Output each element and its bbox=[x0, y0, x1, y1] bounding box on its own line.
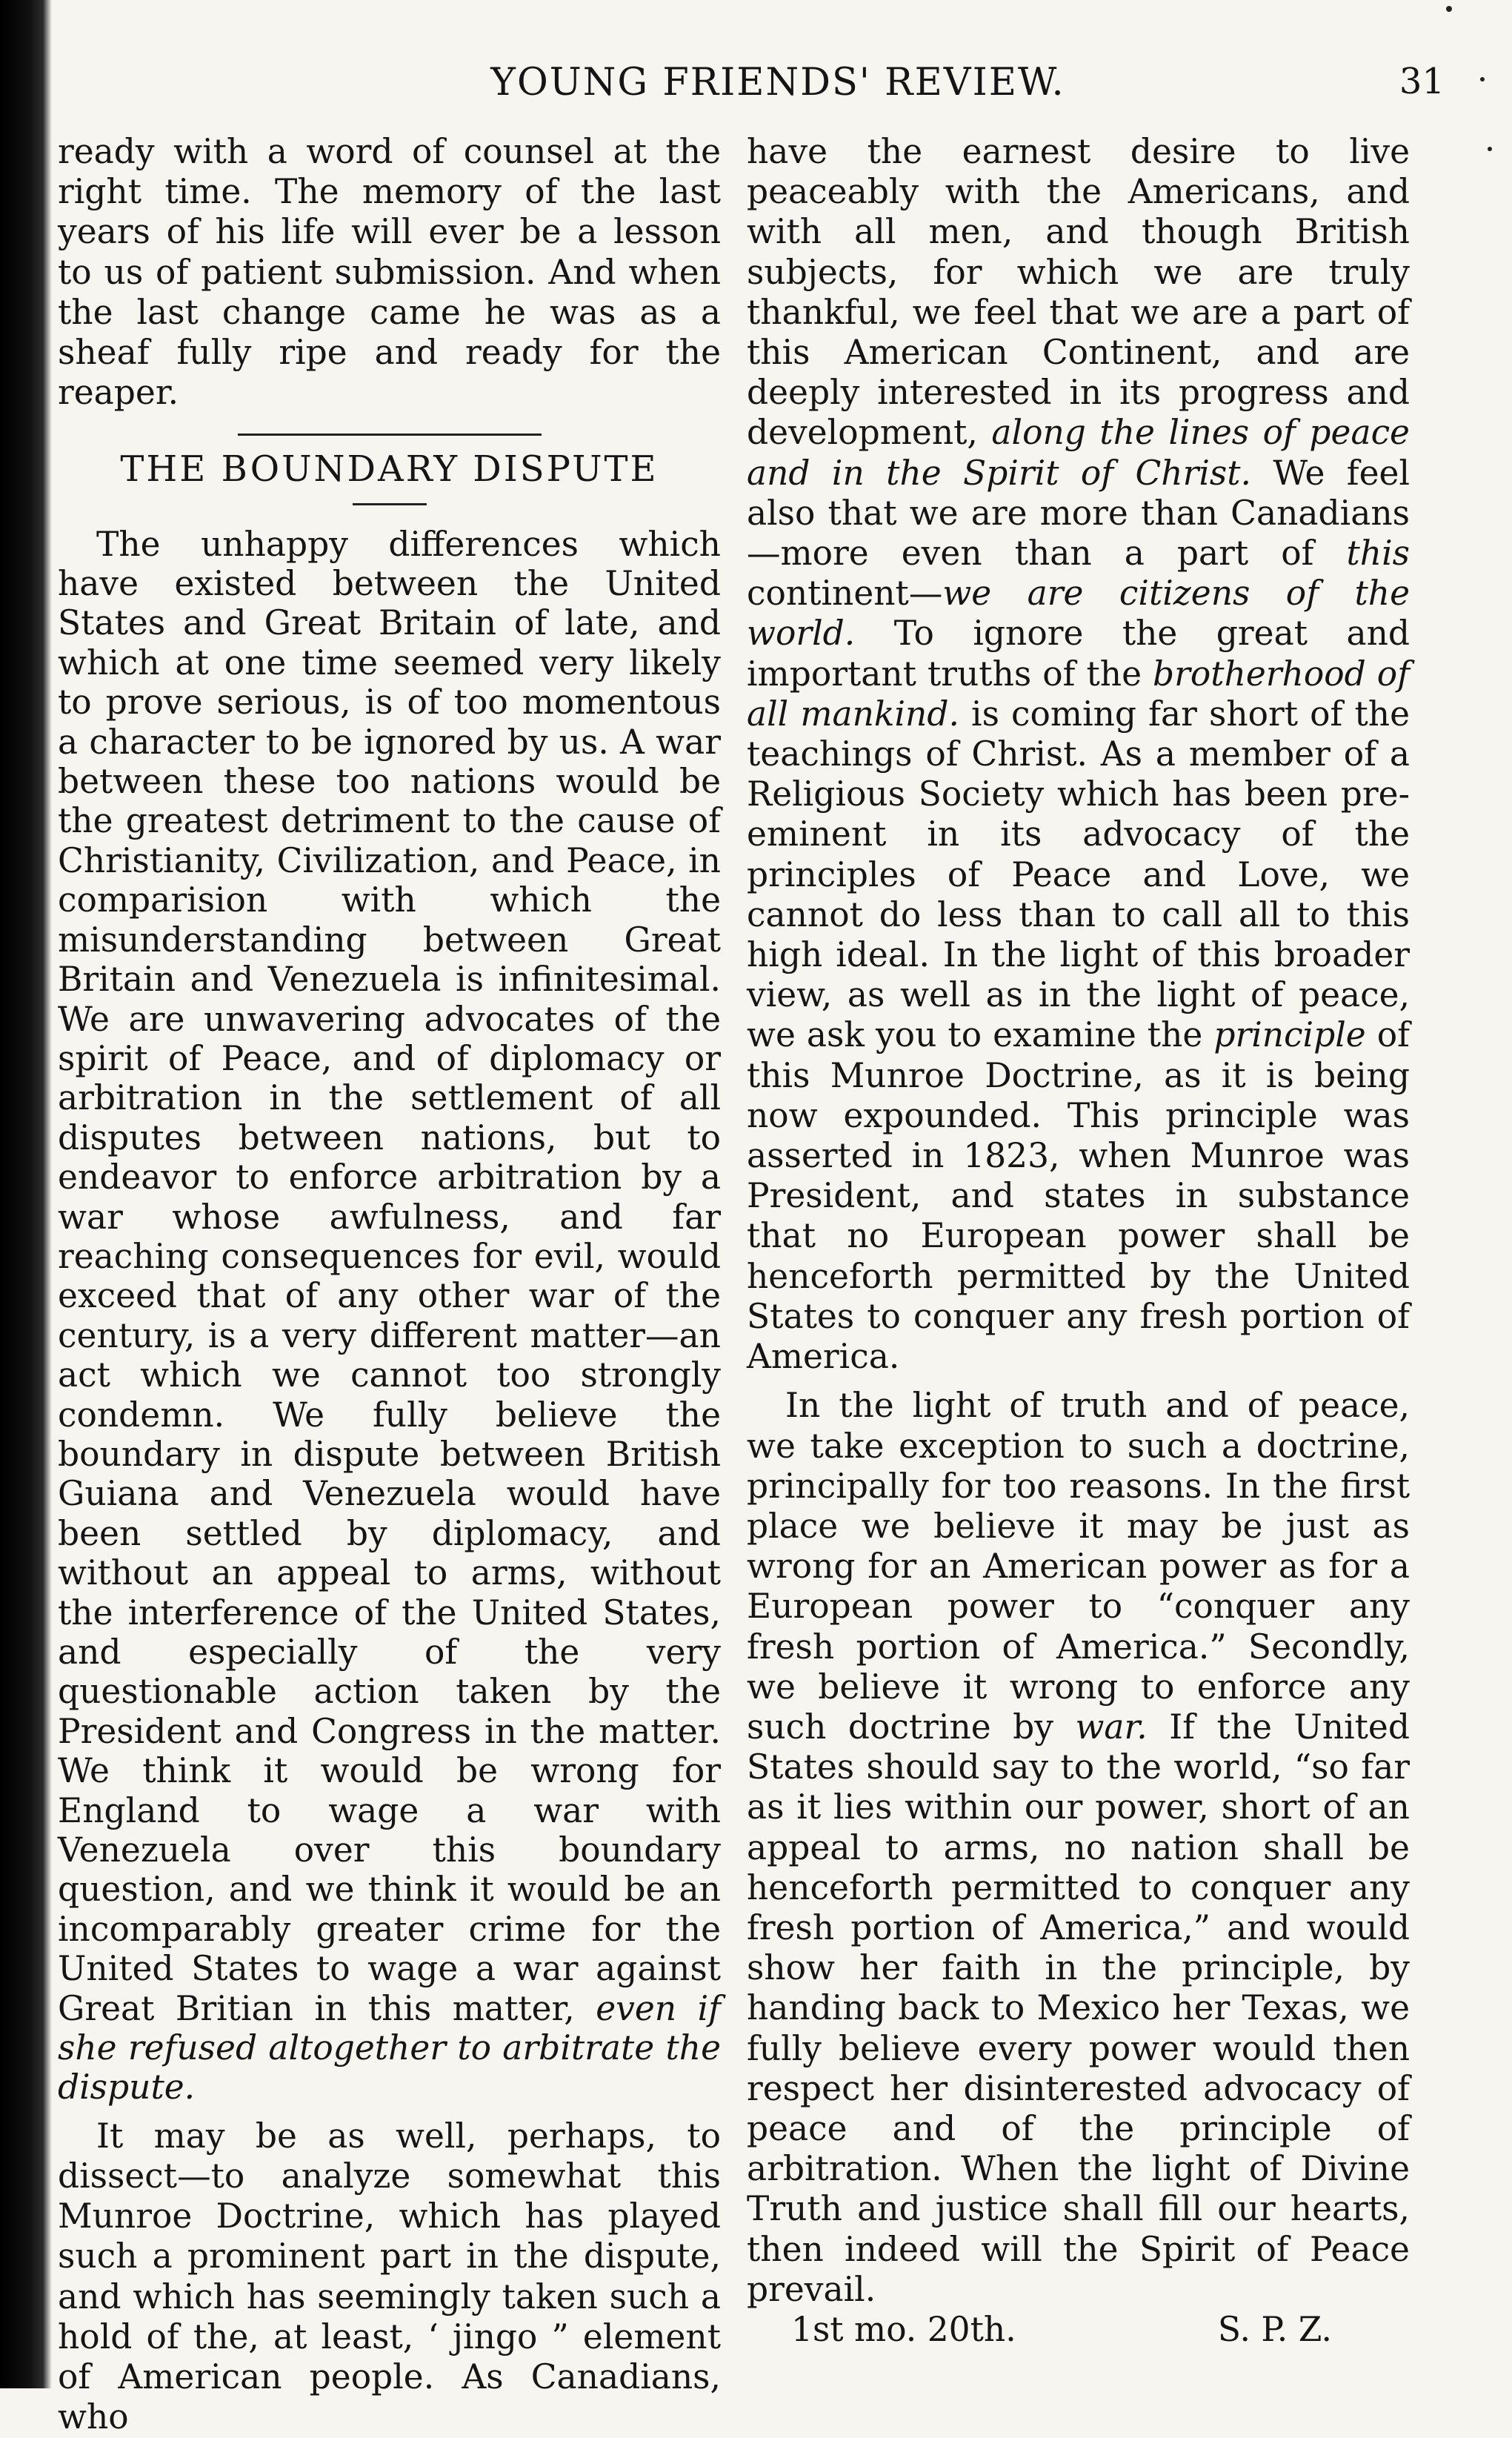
paragraph-italic: this bbox=[1346, 534, 1410, 574]
book-binding-edge bbox=[0, 0, 52, 2388]
paragraph-text: have the earnest desire to live peaceably with the Americans, and with all men, and though British subjects, for which we are truly thankful, we feel that we are a part of this American Continent, and are deeply interested in its progress and development, bbox=[747, 132, 1410, 453]
paragraph-boundary-dispute bbox=[58, 525, 721, 2107]
right-column bbox=[747, 132, 1411, 2349]
paragraph-text: continent— bbox=[747, 574, 943, 614]
paragraph-italic: war. bbox=[1075, 1707, 1148, 1747]
section-title: THE BOUNDARY DISPUTE bbox=[120, 448, 659, 491]
paragraph-obituary-end: ready with a word of counsel at the right time. The memory of the last years of his life will ever be a lesson to us of patient submission. And when the last change came he was as a sheaf fully ripe and ready for the reaper. bbox=[58, 132, 721, 413]
paragraph-text: To ignore the great and important truths of the bbox=[747, 614, 1411, 694]
section-rule-short bbox=[353, 503, 427, 505]
paragraph-italic: even if she refused altogether to arbitrate the dispute. bbox=[58, 1988, 721, 2107]
page-number: 31 bbox=[1399, 61, 1445, 102]
left-column bbox=[58, 132, 721, 2437]
paragraph-text: If the United States should say to the world, “so far as it lies within our power, short of an appeal to arms, no nation shall be henceforth permitted to conquer any fresh portion of America,” and would show her faith in the principle, by handing back to Mexico her Texas, we fully believe every power would then respect her disinterested advocacy of peace and of the principle of arbitration. When the light of Divine Truth and justice shall fill our hearts, then indeed will the Spirit of Peace prevail. bbox=[747, 1707, 1410, 2309]
paragraph-text: is coming far short of the teachings of Christ. As a member of a Religious Society which has been pre-eminent in its advocacy of the principles of Peace and Love, we cannot do less than to call all to this high ideal. In the light of this broader view, as well as in the light of peace, we ask you to examine the bbox=[747, 694, 1410, 1055]
paragraph-text: We feel also that we are more than Canadians—more even than a part of bbox=[747, 453, 1410, 574]
section-rule-top bbox=[238, 434, 542, 436]
paragraph-italic: principle bbox=[1213, 1015, 1366, 1055]
paragraph-munroe-doctrine: It may be as well, perhaps, to dissect—to analyze somewhat this Munroe Doctrine, which has played such a prominent part in the dispute, and which has seemingly taken such a hold of the, at least, ‘ jingo ” element of American people. As Canadians, who bbox=[58, 2116, 721, 2437]
paragraph-canadians bbox=[747, 132, 1410, 1377]
paragraph-text: In the light of truth and of peace, we take exception to such a doctrine, principally for too reasons. In the first place we believe it may be just as wrong for an American power as for a European power to “conquer any fresh portion of America.” Secondly, we believe it wrong to enforce any such doctrine by bbox=[747, 1386, 1410, 1747]
paragraph-text: The unhappy differences which have existed between the United States and Great Britain of late, and which at one time seemed very likely to prove serious, is of too momentous a character to be ignored by us. A war between these too nations would be the greatest detriment to the cause of Christianity, Civilization, and Peace, in comparision with which the misunderstanding between Great Britain and Venezuela is infinitesimal. We are unwavering advocates of the spirit of Peace, and of diplomacy or arbitration in the settlement of all disputes between nations, but to endeavor to enforce arbitration by a war whose awfulness, and far reaching consequences for evil, would exceed that of any other war of the century, is a very different matter—an act which we cannot too strongly condemn. We fully believe the boundary in dispute between British Guiana and Venezuela would have been settled by diplomacy, and without an appeal to arms, without the interference of the United States, and especially of the very questionable action taken by the President and Congress in the matter. We think it would be wrong for England to wage a war with Venezuela over this boundary question, and we think it would be an incomparably greater crime for the United States to wage a war against Great Britian in this matter, bbox=[58, 524, 721, 2028]
signoff-date: 1st mo. 20th. bbox=[791, 2309, 1016, 2349]
signoff-initials: S. P. Z. bbox=[1217, 2309, 1332, 2349]
paragraph-truth-and-peace bbox=[747, 1386, 1410, 2310]
ink-speck bbox=[1488, 147, 1492, 151]
running-title: YOUNG FRIENDS' REVIEW. bbox=[490, 61, 1065, 104]
paragraph-italic: along the lines of peace and in the Spirit of Christ. bbox=[747, 413, 1410, 493]
paragraph-italic: we are citizens of the world. bbox=[747, 574, 1410, 654]
signoff bbox=[747, 2310, 1410, 2354]
paragraph-text: of this Munroe Doctrine, as it is being now expounded. This principle was asserted in 1823, when Munroe was President, and states in substance that no European power shall be henceforth permitted by the United States to conquer any fresh portion of America. bbox=[747, 1015, 1410, 1377]
paragraph-italic: brotherhood of all mankind. bbox=[747, 654, 1411, 734]
ink-speck bbox=[1446, 6, 1452, 12]
page-header bbox=[59, 61, 1496, 120]
